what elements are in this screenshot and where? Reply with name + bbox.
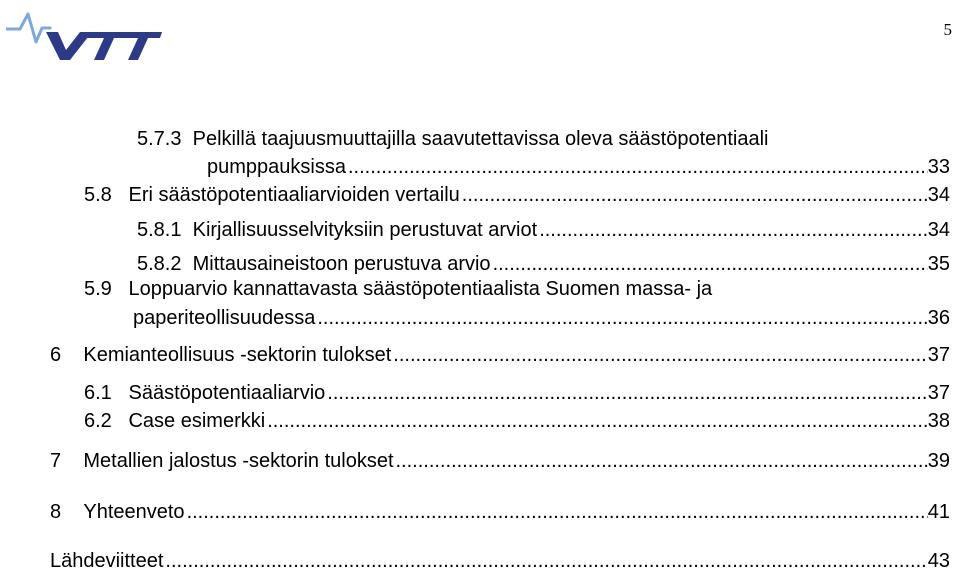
toc-entry-page: 35 bbox=[927, 253, 950, 275]
toc-dot-leader bbox=[327, 381, 927, 405]
toc-entry-page: 37 bbox=[927, 382, 950, 404]
toc-dot-leader bbox=[539, 218, 928, 242]
toc-entry-number: 5.8.1 bbox=[137, 219, 182, 241]
toc-entry-number: 7 bbox=[50, 450, 62, 472]
toc-entry-title: Lähdeviitteet bbox=[50, 550, 164, 572]
logo-text: VTT bbox=[6, 4, 8, 5]
toc-entry-5-7-3[interactable] bbox=[137, 127, 837, 151]
toc-entry-number: 6.1 bbox=[84, 382, 112, 404]
toc-entry-6-1[interactable] bbox=[84, 381, 950, 405]
toc-entry-title: Kirjallisuusselvityksiin perustuvat arviot bbox=[192, 219, 538, 241]
toc-entry-lahdeviitteet[interactable] bbox=[50, 549, 950, 573]
toc-dot-leader bbox=[165, 549, 927, 573]
toc-entry-title: Case esimerkki bbox=[128, 410, 266, 432]
toc-dot-leader bbox=[396, 449, 928, 473]
toc-dot-leader bbox=[348, 155, 928, 179]
toc-entry-5-9-continuation[interactable] bbox=[133, 306, 950, 330]
toc-entry-title: Kemianteollisuus -sektorin tulokset bbox=[83, 344, 392, 366]
toc-entry-number: 8 bbox=[50, 501, 62, 523]
toc-entry-title: Mittausaineistoon perustuva arvio bbox=[192, 253, 491, 275]
toc-entry-page: 36 bbox=[927, 307, 950, 329]
toc-entry-page: 38 bbox=[927, 410, 950, 432]
toc-entry-page: 33 bbox=[927, 156, 950, 178]
toc-entry-title: Yhteenveto bbox=[83, 501, 185, 523]
toc-entry-page: 34 bbox=[927, 219, 950, 241]
page-number: 5 bbox=[943, 20, 952, 39]
toc-entry-title: Eri säästöpotentiaaliarvioiden vertailu bbox=[128, 184, 460, 206]
toc-entry-number: 5.9 bbox=[84, 278, 112, 300]
toc-entry-title: Pelkillä taajuusmuuttajilla saavutettavissa oleva säästöpotentiaali bbox=[192, 128, 769, 150]
toc-entry-number: 6.2 bbox=[84, 410, 112, 432]
toc-entry-page: 41 bbox=[927, 501, 950, 523]
toc-entry-5-8-2[interactable] bbox=[137, 252, 950, 276]
toc-entry-page: 37 bbox=[927, 344, 950, 366]
toc-entry-5-8-1[interactable] bbox=[137, 218, 950, 242]
toc-entry-title: Loppuarvio kannattavasta säästöpotentiaalista Suomen massa- ja bbox=[128, 278, 713, 300]
toc-entry-7[interactable] bbox=[50, 449, 950, 473]
toc-entry-5-8[interactable] bbox=[84, 183, 950, 207]
toc-entry-title: Säästöpotentiaaliarvio bbox=[128, 382, 326, 404]
toc-entry-8[interactable] bbox=[50, 500, 950, 524]
toc-dot-leader bbox=[267, 409, 928, 433]
toc-entry-title-continuation: paperiteollisuudessa bbox=[133, 307, 316, 329]
toc-entry-number: 5.7.3 bbox=[137, 128, 182, 150]
toc-entry-title: Metallien jalostus -sektorin tulokset bbox=[83, 450, 394, 472]
toc-entry-page: 39 bbox=[927, 450, 950, 472]
toc-entry-page: 34 bbox=[927, 184, 950, 206]
toc-entry-number: 6 bbox=[50, 344, 62, 366]
toc-entry-number: 5.8.2 bbox=[137, 253, 182, 275]
toc-entry-6-2[interactable] bbox=[84, 409, 950, 433]
toc-entry-5-7-3-continuation[interactable] bbox=[207, 155, 950, 179]
toc-entry-number: 5.8 bbox=[84, 184, 112, 206]
toc-dot-leader bbox=[462, 183, 928, 207]
toc-entry-6[interactable] bbox=[50, 343, 950, 367]
toc-entry-page: 43 bbox=[927, 550, 950, 572]
toc-dot-leader bbox=[187, 500, 928, 524]
toc-entry-5-9[interactable] bbox=[84, 277, 884, 301]
toc-dot-leader bbox=[393, 343, 927, 367]
toc-dot-leader bbox=[317, 306, 927, 330]
toc-entry-title-continuation: pumppauksissa bbox=[207, 156, 346, 178]
toc-dot-leader bbox=[493, 252, 928, 276]
